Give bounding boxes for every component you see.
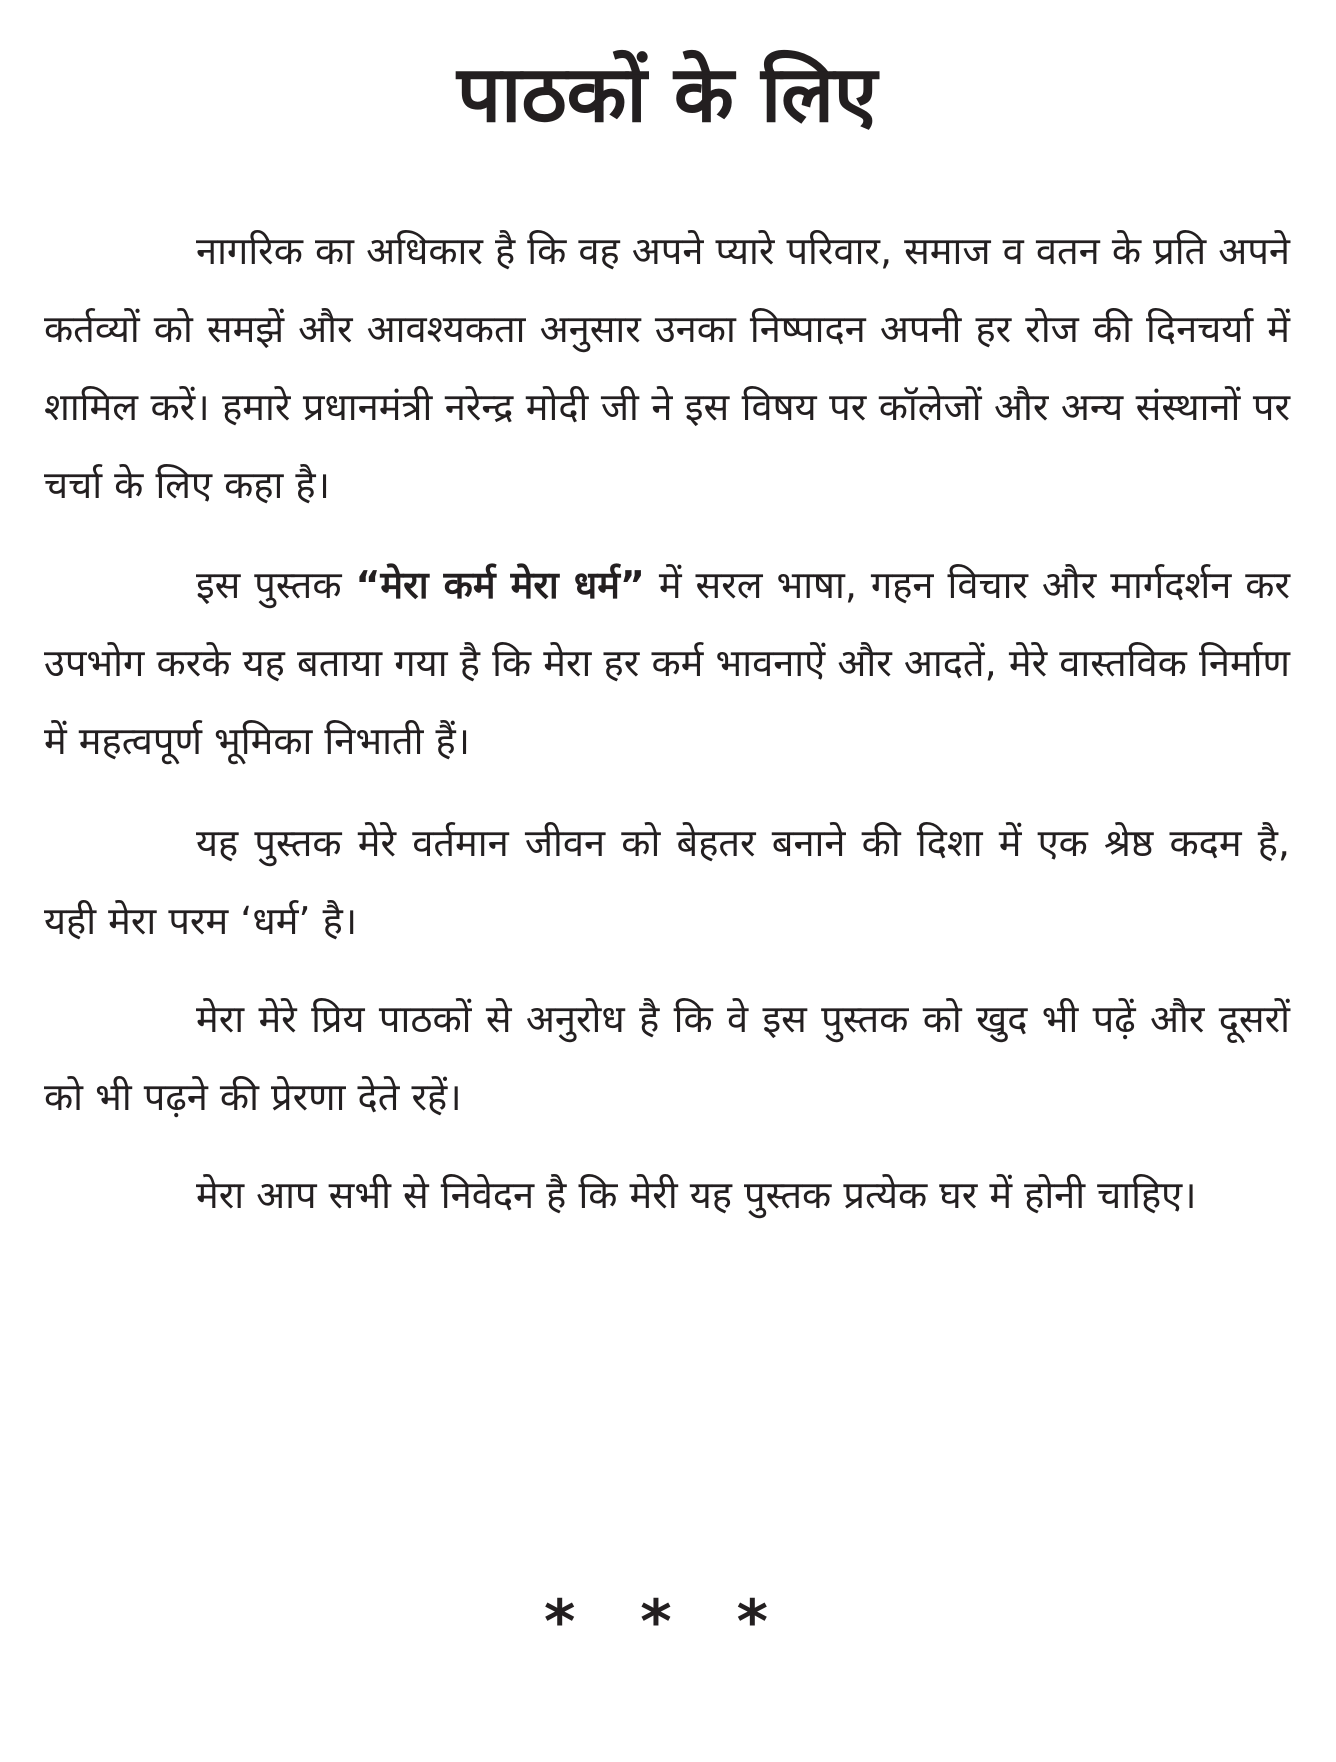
body-text [44,212,1290,1254]
book-title-emphasis: “मेरा कर्म मेरा धर्म” [355,563,645,607]
document-page [44,0,1291,1657]
paragraph-1: नागरिक का अधिकार है कि वह अपने प्यारे परिवार, समाज व वतन के प्रति अपने कर्तव्यों को समझें और आवश्यकता अनुसार उनका निष्पादन अपनी हर रोज की दिनचर्या में शामिल करें। हमारे प्रधानमंत्री नरेन्द्र मोदी जी ने इस विषय पर कॉलेजों और अन्य संस्थानों पर चर्चा के लिए कहा है। [44,229,1290,507]
paragraph-5: मेरा आप सभी से निवेदन है कि मेरी यह पुस्तक प्रत्येक घर में होनी चाहिए। [196,1173,1197,1217]
paragraph-4: मेरा मेरे प्रिय पाठकों से अनुरोध है कि वे इस पुस्तक को खुद भी पढ़ें और दूसरों को भी पढ़ने की प्रेरणा देते रहें। [44,997,1290,1119]
paragraph-3: यह पुस्तक मेरे वर्तमान जीवन को बेहतर बनाने की दिशा में एक श्रेष्ठ कदम है, यही मेरा परम ‘धर्म’ है। [44,821,1290,943]
page-title: पाठकों के लिए [456,50,878,140]
section-separator: * * * [544,1587,790,1657]
paragraph-2 [44,546,1290,780]
paragraph-2-rest: में सरल भाषा, गहन विचार और मार्गदर्शन कर उपभोग करके यह बताया गया है कि मेरा हर कर्म भावनाऐं और आदतें, मेरे वास्तविक निर्माण में महत्वपूर्ण भूमिका निभाती हैं। [44,563,1291,763]
paragraph-2-intro: इस पुस्तक [196,563,356,607]
